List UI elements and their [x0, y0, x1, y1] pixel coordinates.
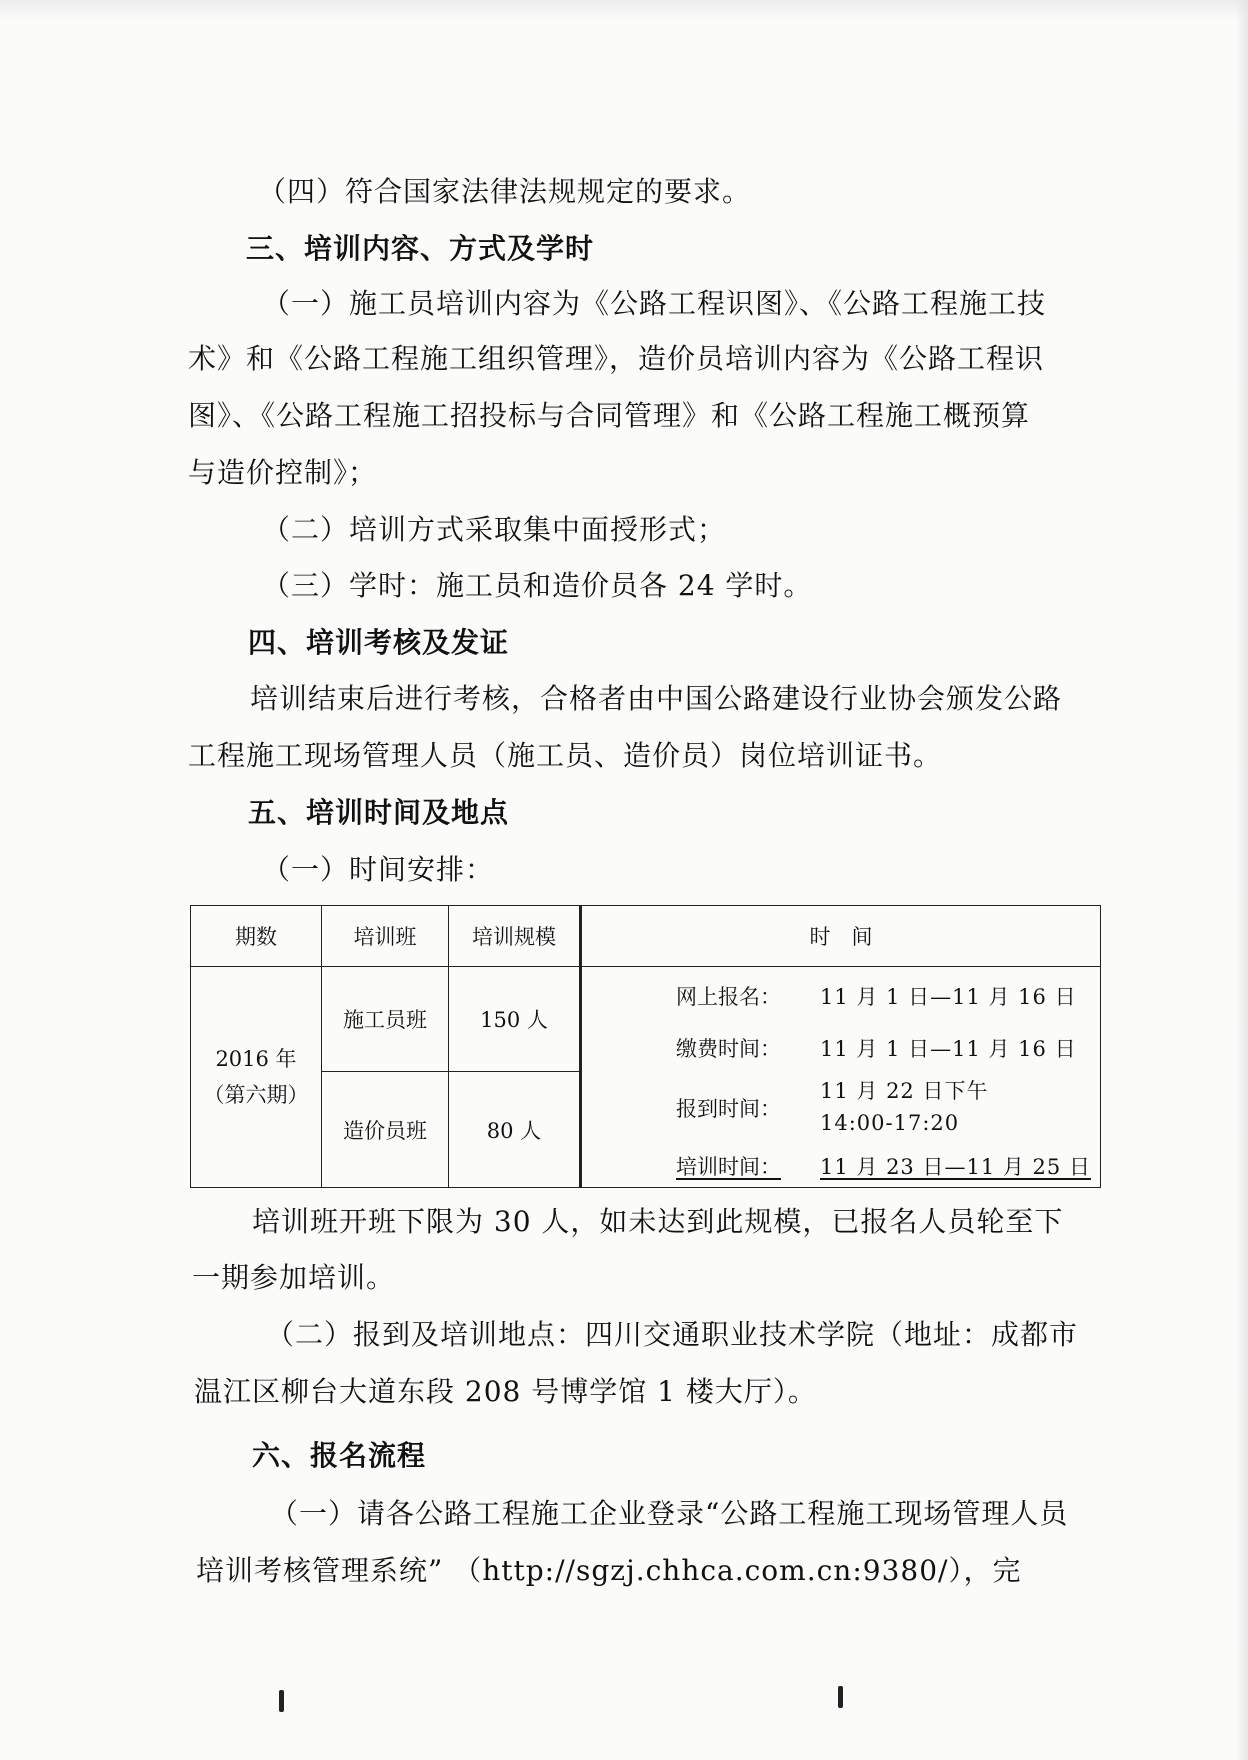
time-value: 11 月 1 日—11 月 16 日 — [820, 985, 1077, 1009]
section-heading-5: 五、培训时间及地点 — [248, 796, 510, 829]
paragraph-assessment-line-1: 培训结束后进行考核，合格者由中国公路建设行业协会颁发公路 — [250, 682, 1063, 715]
paragraph-assessment-line-2: 工程施工现场管理人员（施工员、造价员）岗位培训证书。 — [188, 739, 943, 772]
paragraph-registration-line-1: （一）请各公路工程施工企业登录“公路工程施工现场管理人员 — [270, 1497, 1069, 1530]
paragraph-minimum-line-2: 一期参加培训。 — [192, 1261, 396, 1294]
time-label: 培训时间： — [676, 1155, 781, 1179]
scan-shadow-right — [1236, 0, 1248, 1760]
table-row — [191, 967, 1101, 1072]
class-size-cell: 80 人 — [449, 1072, 581, 1188]
table-header-period: 期数 — [191, 906, 322, 967]
paragraph-minimum-line-1: 培训班开班下限为 30 人，如未达到此规模，已报名人员轮至下 — [252, 1205, 1064, 1238]
time-value-hours: 14:00-17:20 — [820, 1111, 960, 1135]
class-name-cell: 施工员班 — [322, 967, 449, 1072]
period-year: 2016 年 — [215, 1047, 297, 1071]
time-cell — [581, 967, 1101, 1188]
paragraph-content-line-2: 术》和《公路工程施工组织管理》，造价员培训内容为《公路工程识 — [188, 342, 1045, 375]
time-label: 报到时间： — [676, 1097, 781, 1121]
scan-shadow-top — [0, 0, 1248, 20]
paragraph-registration-line-2: 培训考核管理系统” （http://sgzj.chhca.com.cn:9380/），完 — [196, 1554, 1022, 1587]
paragraph-location-line-1: （二）报到及培训地点：四川交通职业技术学院（地址：成都市 — [266, 1318, 1079, 1351]
paragraph-hours: （三）学时：施工员和造价员各 24 学时。 — [262, 569, 813, 602]
class-name-cell: 造价员班 — [322, 1072, 449, 1188]
time-label: 缴费时间： — [676, 1037, 781, 1061]
section-heading-3: 三、培训内容、方式及学时 — [246, 232, 595, 265]
table-header-row — [191, 906, 1101, 967]
paragraph-requirement-4: （四）符合国家法律法规规定的要求。 — [258, 175, 752, 208]
time-list — [582, 967, 1100, 1187]
time-value: 11 月 22 日下午 — [820, 1079, 989, 1103]
period-cell — [191, 967, 322, 1188]
table-header-size: 培训规模 — [449, 906, 581, 967]
time-value: 11 月 23 日—11 月 25 日 — [820, 1155, 1091, 1179]
paragraph-content-line-1: （一）施工员培训内容为《公路工程识图》、《公路工程施工技 — [262, 287, 1047, 320]
paragraph-content-line-3: 图》、《公路工程施工招投标与合同管理》和《公路工程施工概预算 — [188, 399, 1031, 432]
paragraph-location-line-2: 温江区柳台大道东段 208 号博学馆 1 楼大厅）。 — [194, 1375, 817, 1408]
paragraph-method: （二）培训方式采取集中面授形式； — [262, 513, 727, 546]
class-size-cell: 150 人 — [449, 967, 581, 1072]
time-value: 11 月 1 日—11 月 16 日 — [820, 1037, 1077, 1061]
time-row-check-in — [582, 1067, 1100, 1137]
binding-hole-mark — [279, 1690, 284, 1712]
schedule-table — [190, 905, 1101, 1188]
time-label: 网上报名： — [676, 985, 781, 1009]
paragraph-schedule-intro: （一）时间安排： — [262, 853, 495, 886]
table-header-class: 培训班 — [322, 906, 449, 967]
section-heading-4: 四、培训考核及发证 — [248, 626, 510, 659]
paragraph-content-line-4: 与造价控制》； — [188, 456, 378, 489]
section-heading-6: 六、报名流程 — [252, 1439, 427, 1472]
table-header-time: 时 间 — [581, 906, 1101, 967]
period-number: （第六期） — [203, 1083, 309, 1107]
binding-hole-mark — [838, 1686, 843, 1708]
